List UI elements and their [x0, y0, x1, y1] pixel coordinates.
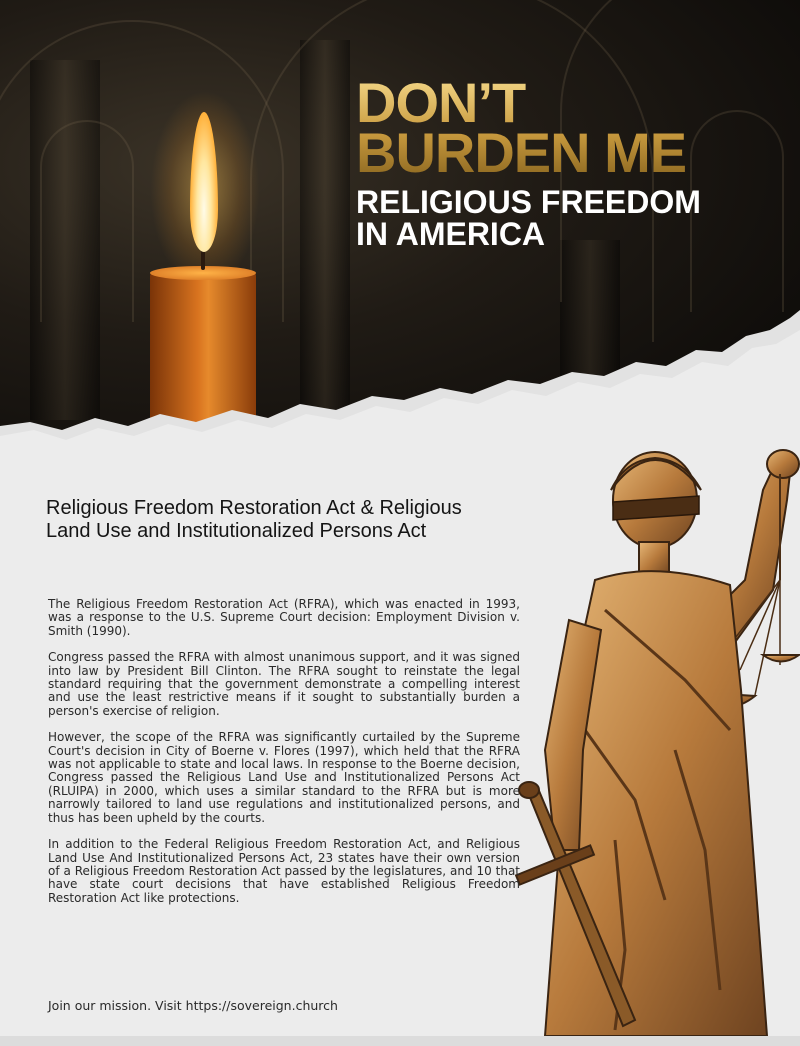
section-heading: Religious Freedom Restoration Act & Religious Land Use and Institutionalized Persons Act: [46, 497, 462, 542]
title-line-2: BURDEN ME: [356, 121, 687, 184]
paragraph: The Religious Freedom Restoration Act (RFRA), which was enacted in 1993, was a response to the U.S. Supreme Court decision: Employment Division v. Smith (1990).: [48, 597, 520, 638]
footer-call-to-action: Join our mission. Visit https://sovereign.church: [48, 998, 338, 1013]
body-text: [48, 598, 520, 918]
lady-justice-statue: [515, 430, 800, 1036]
paragraph: In addition to the Federal Religious Freedom Restoration Act, and Religious Land Use And Institutionalized Persons Act, 23 states have their own version of a Religious Freedom Restoration Act passed by the legislatures, and 10 that have state court decisions that have established Religious Freedom Restoration Act like protections.: [48, 837, 520, 905]
page-bottom-edge: [0, 1036, 800, 1046]
title-line-1: DON’T: [356, 71, 526, 134]
paragraph: Congress passed the RFRA with almost unanimous support, and it was signed into law by President Bill Clinton. The RFRA sought to reinstate the legal standard requiring that the government demonstrate a compelling interest and use the least restrictive means if it sought to substantially burden a person's exercise of religion.: [48, 650, 520, 718]
subtitle-line-2: IN AMERICA: [356, 216, 546, 252]
paragraph: However, the scope of the RFRA was significantly curtailed by the Supreme Court's decision in City of Boerne v. Flores (1997), which held that the RFRA was not applicable to state and local laws. In response to the Boerne decision, Congress passed the Religious Land Use and Institutionalized Persons Act (RLUIPA) in 2000, which uses a similar standard to the RFRA but is more narrowly tailored to land use regulations and institutionalized persons, and thus has been upheld by the courts.: [48, 730, 520, 825]
subtitle-line-1: RELIGIOUS FREEDOM: [356, 184, 701, 220]
